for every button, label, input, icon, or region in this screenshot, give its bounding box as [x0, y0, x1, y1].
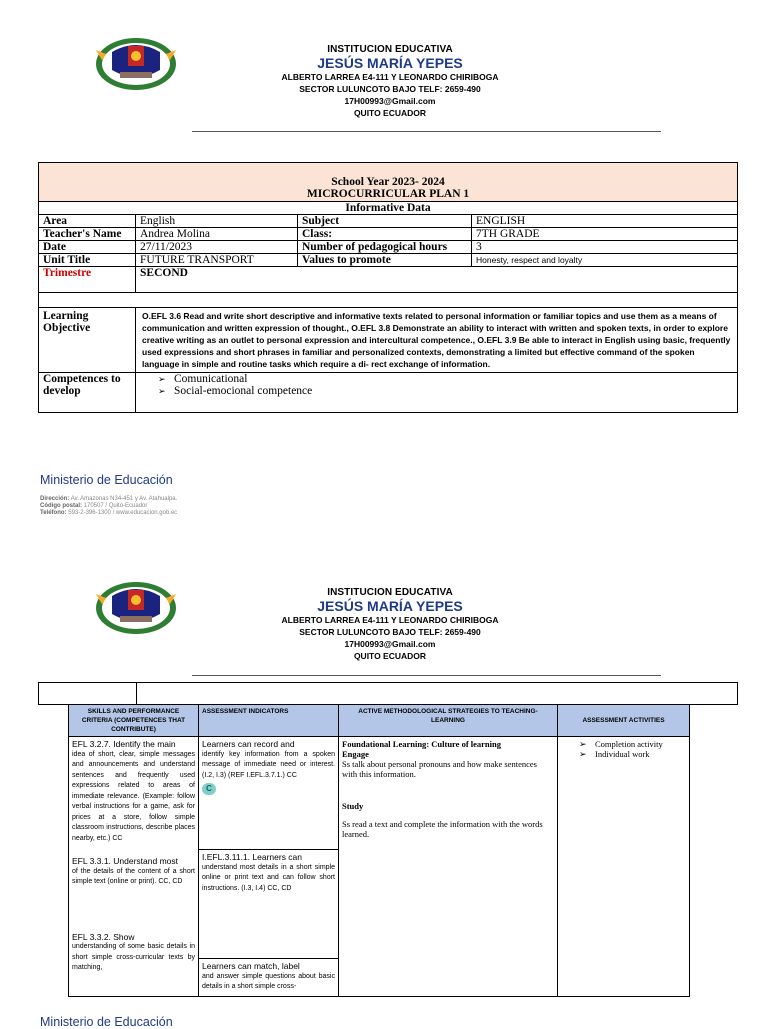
indicator-title: I.EFL.3.11.1. Learners can: [202, 852, 303, 862]
strategies-cell: [339, 737, 558, 997]
list-item: ➢ Social-emocional competence: [158, 385, 733, 397]
strategy-heading-rest: : Culture of learning: [426, 739, 501, 749]
indicator-body: understand most details in a short simple online or print text and can follow short instructions. (I.3, I.4) CC, CD: [202, 863, 335, 892]
unit-value: FUTURE TRANSPORT: [136, 254, 298, 267]
school-email: 17H00993@Gmail.com: [344, 96, 436, 106]
plan-title: MICROCURRICULAR PLAN 1: [306, 188, 470, 200]
blank-bar-row: [38, 682, 738, 705]
class-label: Class:: [298, 228, 472, 241]
comment-badge-icon[interactable]: C: [202, 783, 216, 795]
indicators-cell: [199, 737, 339, 997]
col-header-skills: SKILLS AND PERFORMANCE CRITERIA (COMPETENCES THAT CONTRIBUTE): [69, 705, 199, 737]
col-header-strategies: ACTIVE METHODOLOGICAL STRATEGIES TO TEACHING-LEARNING: [339, 705, 558, 737]
list-item: ➢ Individual work: [579, 749, 686, 759]
subject-label: Subject: [298, 215, 472, 228]
unit-label: Unit Title: [39, 254, 136, 267]
school-address: ALBERTO LARREA E4-111 Y LEONARDO CHIRIBOGA: [281, 615, 499, 625]
informative-data-table: [38, 162, 738, 413]
school-city: QUITO ECUADOR: [353, 651, 427, 661]
strategy-engage-label: Engage: [342, 749, 369, 759]
area-value: English: [136, 215, 298, 228]
hours-value: 3: [472, 241, 738, 254]
school-address: ALBERTO LARREA E4-111 Y LEONARDO CHIRIBOGA: [281, 72, 499, 82]
list-item: ➢ Completion activity: [579, 739, 686, 749]
skill-body: understanding of some basic details in short simple cross-curricular texts by matching,: [72, 943, 195, 971]
school-city: QUITO ECUADOR: [353, 108, 427, 118]
school-email: 17H00993@Gmail.com: [344, 639, 436, 649]
codigo-value: 170507 / Quito-Ecuador: [83, 503, 148, 509]
skill-body: of the details of the content of a short simple text (online or print). CC, CD: [72, 867, 195, 885]
empty-row: [39, 293, 738, 308]
school-year: School Year 2023- 2024: [331, 176, 445, 188]
area-label: Area: [39, 215, 136, 228]
skills-table: [68, 704, 690, 997]
values-label: Values to promote: [298, 254, 472, 267]
institution-header: [150, 587, 630, 662]
activities-list: [561, 739, 686, 759]
trimester-value: SECOND: [136, 267, 738, 293]
competences-list: [140, 373, 733, 397]
trimester-label: Trimestre: [39, 267, 136, 293]
objective-label: Learning Objective: [39, 308, 136, 373]
telefono-value: 593-2-396-1300 / www.educacion.gob.ec: [68, 510, 178, 516]
skill-title: EFL 3.3.1. Understand most: [72, 856, 178, 866]
skills-cell: [69, 737, 199, 997]
skill-title: EFL 3.2.7. Identify the main: [72, 739, 176, 749]
institution-line: INSTITUCION EDUCATIVA: [327, 44, 453, 55]
header-rule: [192, 131, 661, 132]
codigo-label: Código postal:: [40, 503, 82, 509]
objective-text: O.EFL 3.6 Read and write short descriptive and informative texts related to personal information or familiar topics and use them as a means of communication and written expression of thought., O.EFL 3.8 Demonstrate an ability to interact with written and spoken texts, in order to explore creative writing as an outlet to personal expression and intercultural competence., O.EFL 3.9 Be able to interact in English using basic, frequently used expressions and short phrases in familiar and personalized contexts, demonstrating a limited but effective command of the spoken language in simple and routine tasks which require a di- rect exchange of information.: [136, 308, 738, 373]
strategy-study-label: Study: [342, 801, 364, 811]
strategy-study-text: Ss read a text and complete the information with the words learned.: [342, 819, 543, 839]
indicator-body: identify key information from a spoken message of immediate need or interest. (I.2, I.3) (REF I.EFL.3.7.1.) CC: [202, 750, 335, 779]
indicator-block: [199, 958, 338, 996]
list-item: ➢ Comunicational: [158, 373, 733, 385]
section-title: Informative Data: [39, 202, 738, 215]
indicator-title: Learners can match, label: [202, 961, 300, 971]
skill-body: idea of short, clear, simple messages and announcements and understand sentences and frequently used expressions related to areas of immediate relevance. (Example: follow verbal instructions for a game, ask for prices at a store, follow simple classroom instructions, describe places nearby, etc.) CC: [72, 750, 195, 842]
date-label: Date: [39, 241, 136, 254]
institution-header: [150, 44, 630, 119]
header-rule: [192, 675, 661, 676]
teacher-value: Andrea Molina: [136, 228, 298, 241]
teacher-label: Teacher's Name: [39, 228, 136, 241]
strategy-heading: Foundational Learning: [342, 739, 427, 749]
ministry-contact: [40, 496, 177, 517]
plan-header-cell: [39, 163, 738, 202]
date-value: 27/11/2023: [136, 241, 298, 254]
activities-cell: [558, 737, 690, 997]
col-header-activities: ASSESSMENT ACTIVITIES: [558, 705, 690, 737]
competences-label: Competences to develop: [39, 373, 136, 413]
ministry-name: Ministerio de Educación: [40, 1015, 173, 1029]
col-header-indicators: ASSESSMENT INDICATORS: [199, 705, 339, 737]
indicator-block: [199, 850, 338, 958]
indicator-title: Learners can record and: [202, 739, 295, 749]
institution-line: INSTITUCION EDUCATIVA: [327, 587, 453, 598]
indicator-body: and answer simple questions about basic details in a short simple cross-: [202, 972, 335, 990]
skill-title: EFL 3.3.2. Show: [72, 931, 135, 942]
school-sector: SECTOR LULUNCOTO BAJO TELF: 2659-490: [299, 84, 481, 94]
school-name: JESÚS MARÍA YEPES: [317, 598, 463, 614]
telefono-label: Teléfono:: [40, 510, 67, 516]
school-name: JESÚS MARÍA YEPES: [317, 55, 463, 71]
competences-cell: [136, 373, 738, 413]
indicator-block: [199, 737, 338, 850]
values-value: Honesty, respect and loyalty: [472, 254, 738, 267]
strategy-engage-text: Ss talk about personal pronouns and how make sentences with this information.: [342, 759, 537, 779]
direccion-label: Dirección:: [40, 496, 70, 502]
school-sector: SECTOR LULUNCOTO BAJO TELF: 2659-490: [299, 627, 481, 637]
class-value: 7TH GRADE: [472, 228, 738, 241]
ministry-name: Ministerio de Educación: [40, 473, 173, 487]
hours-label: Number of pedagogical hours: [298, 241, 472, 254]
subject-value: ENGLISH: [472, 215, 738, 228]
direccion-value: Av. Amazonas N34-451 y Av. Atahualpa.: [70, 496, 178, 502]
